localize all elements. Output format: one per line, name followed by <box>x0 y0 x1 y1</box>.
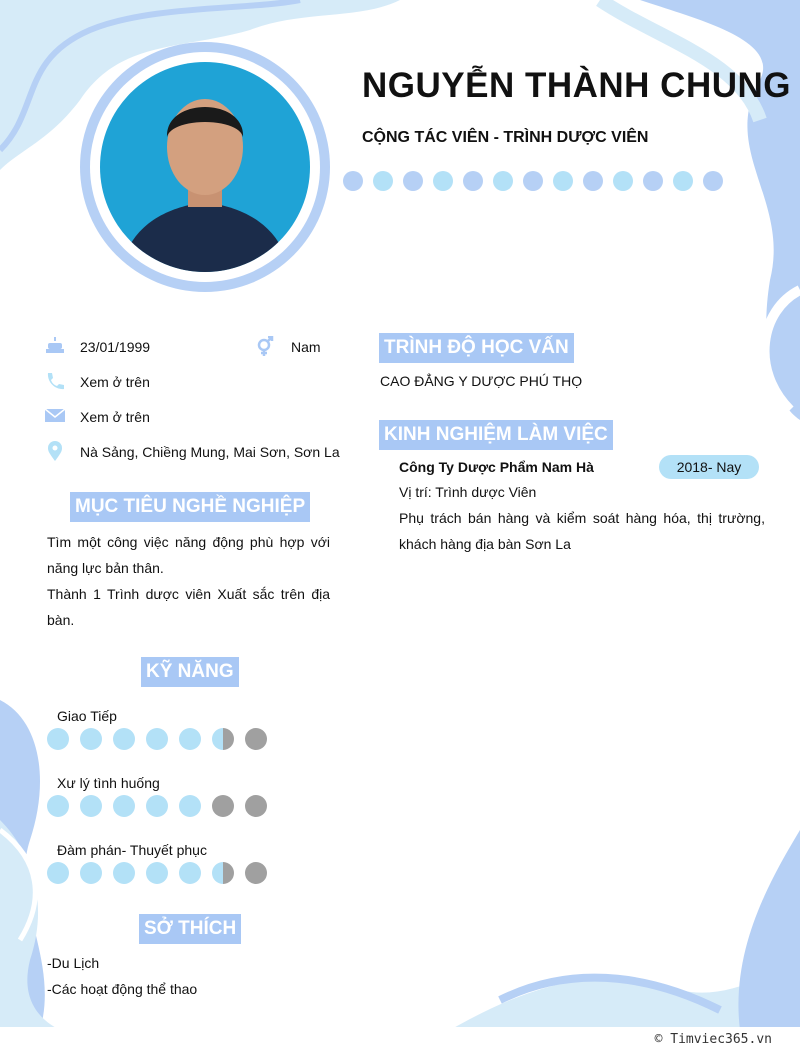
experience-description: Phụ trách bán hàng và kiểm soát hàng hóa, thị trường, khách hàng địa bàn Sơn La <box>399 510 765 552</box>
skill-rating-dot <box>80 728 102 750</box>
hobby-item: -Du Lịch <box>47 955 100 971</box>
experience-company: Công Ty Dược Phẩm Nam Hà <box>399 459 594 475</box>
skill-rating-dot <box>245 728 267 750</box>
skill-name: Đàm phán- Thuyết phục <box>57 842 207 858</box>
address-value: Nà Sảng, Chiềng Mung, Mai Sơn, Sơn La <box>80 444 340 460</box>
decorative-dot <box>463 171 483 191</box>
footer-credit: © Timviec365.vn <box>654 1032 772 1047</box>
experience-position: Vị trí: Trình dược Viên <box>399 484 537 500</box>
objective-line-1: Tìm một công việc năng động phù hợp với năng lực bản thân. <box>47 534 330 576</box>
skill-rating-dot <box>113 795 135 817</box>
education-heading: TRÌNH ĐỘ HỌC VẤN <box>379 333 574 363</box>
skill-rating-dot <box>179 795 201 817</box>
skill-rating-dot <box>146 862 168 884</box>
phone-value: Xem ở trên <box>80 374 150 390</box>
skill-rating-dot <box>212 728 234 750</box>
decorative-dot <box>643 171 663 191</box>
skill-rating-dot <box>179 862 201 884</box>
skill-rating-dot <box>47 728 69 750</box>
gender-value: Nam <box>291 339 321 355</box>
skill-rating-dot <box>80 862 102 884</box>
candidate-title: CỘNG TÁC VIÊN - TRÌNH DƯỢC VIÊN <box>362 129 649 146</box>
avatar-photo <box>100 62 310 272</box>
birthday-value: 23/01/1999 <box>80 339 151 355</box>
skill-name: Xư lý tình huống <box>57 775 160 791</box>
phone-icon <box>45 371 65 391</box>
hobbies-heading: SỞ THÍCH <box>139 914 241 944</box>
skill-name: Giao Tiếp <box>57 708 117 724</box>
decorative-dot <box>433 171 453 191</box>
gender-icon <box>255 336 275 356</box>
decorative-dot <box>343 171 363 191</box>
skill-rating-dot <box>146 728 168 750</box>
objective-heading: MỤC TIÊU NGHỀ NGHIỆP <box>70 492 310 522</box>
skill-rating-dot <box>146 795 168 817</box>
skill-rating-dot <box>113 862 135 884</box>
decorative-dot <box>373 171 393 191</box>
decorative-dot <box>703 171 723 191</box>
skill-rating-dot <box>212 795 234 817</box>
skill-rating-dot <box>47 862 69 884</box>
skill-rating-dot <box>212 862 234 884</box>
skill-rating-dot <box>80 795 102 817</box>
decorative-dot <box>613 171 633 191</box>
experience-period-badge: 2018- Nay <box>659 455 759 479</box>
skill-rating-dot <box>245 862 267 884</box>
decorative-dot <box>583 171 603 191</box>
decorative-dot <box>553 171 573 191</box>
experience-heading: KINH NGHIỆM LÀM VIỆC <box>379 420 613 450</box>
candidate-name: NGUYỄN THÀNH CHUNG <box>362 66 791 105</box>
decorative-dot <box>523 171 543 191</box>
decorative-dot <box>493 171 513 191</box>
skill-rating-dot <box>113 728 135 750</box>
skill-rating-dot <box>179 728 201 750</box>
skills-heading: KỸ NĂNG <box>141 657 239 687</box>
decorative-dot <box>673 171 693 191</box>
objective-line-2: Thành 1 Trình dược viên Xuất sắc trên địa bàn. <box>47 586 330 628</box>
skill-rating-dot <box>245 795 267 817</box>
skill-rating-dot <box>47 795 69 817</box>
location-pin-icon <box>45 441 65 461</box>
hobby-item: -Các hoạt động thể thao <box>47 981 198 997</box>
birthday-cake-icon <box>45 336 65 356</box>
email-icon <box>45 406 65 426</box>
education-school: CAO ĐẲNG Y DƯỢC PHÚ THỌ <box>380 373 583 389</box>
footer <box>0 1027 800 1054</box>
decorative-dot <box>403 171 423 191</box>
email-value: Xem ở trên <box>80 409 150 425</box>
